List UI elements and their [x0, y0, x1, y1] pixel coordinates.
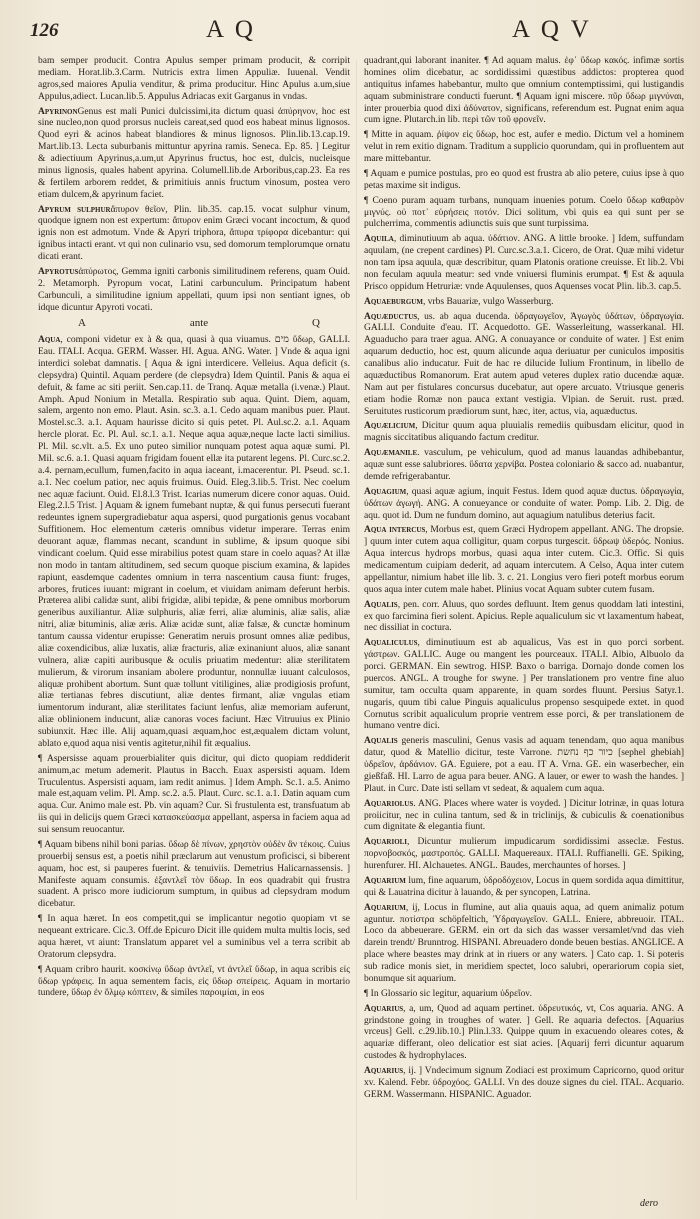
entry-text: ¶ In Glossario sic legitur, aquarium ὑδρεῖον.	[364, 988, 532, 999]
entry-text: ἄπυρον θεῖον, Plin. lib.35. cap.15. vocat sulphur vinum, quodque ignem non est expertum: ἄπυρον enim Græci vocant incoctum, & quod ignis non est admotum. Vnde & Apyri triphora, ἄπυρα τρίφορα dicebantur: qui ignibus intacti erant. vt qui non culinario vsu, sed domorum templorumque ornatu dicati erant.	[38, 204, 350, 262]
entry-text: Genus est mali Punici dulcissimi,ita dictum quasi ἀπύρηνον, hoc est sine nucleo,non quod prorsus nucleis careat,sed quod eos habeat minus lignosos. Quod eyri & acinos habeat blandiores & minus lignosos. Plin.lib.13.cap.19. Mart.lib.13. Lecta suburbanis mittuntur apyrina ramis. Seneca. Ep. 85. ] Legitur & adiectiuum Apyrinus,a.um,ut Apyrinus fructus, hoc est, dulcis, nucleisque minus lignosis, quales habent apyrina. Columell.lib.de Arboribus,cap.23. Ea res & fertilem arborem reddet, & primitiuis annis fructum vinosum, postea vero etiam dulcem,& apyrinum faciet.	[38, 106, 350, 200]
dictionary-entry	[364, 600, 684, 636]
entry-lemma: Apyrotus	[38, 266, 79, 277]
dictionary-entry	[38, 754, 350, 837]
entry-text: , a, um, Quod ad aquam pertinet. ὑδρευτικός, vt, Cos aquaria. ANG. A grindstone going in troughes of water. ] Gell. Re aquaria defectos. [Aquarius vrceus] Gell. c.29.lib.10.] Plin.l.33. Quippe quum in exacuendo oleares cotes, & aquariæ differant, oleo delicatior est siat acies. [Aquarij ferri dicuntur aquarum custodes & hydrophylaces.	[364, 1003, 684, 1062]
entry-text: , pen. corr. Aluus, quo sordes defluunt. Item genus quoddam lati intestini, ex quo farcimina fieri solent. Apicius. Reple aqualiculum sic vt laxamentum habeat, nec dissiliat in coctura.	[364, 599, 684, 634]
entry-lemma: Aquælicium	[364, 421, 416, 432]
entry-text: ¶ Aspersisse aquam prouerbialiter quis dicitur, qui dicto quopiam reddiderit animum,ac metum ademerit. Plautus in Bacch. Euax aspersisti aquam. Idem Truculentus. Aspersisti aquam, iam redit animus. ] Idem Amph. Sc.1. a.5. Animo male est,aquam velim. Pl. Amp. sc.2. a.5. Plaut. Curc. sc.1. a.1. Datin aquam cum aqua. Cur. Animo male est. Pb. vin aquam? Cur. Si frustulenta est, transfuatum ab iis qui in delicijs quem Græci κατασκεύασμα appellant, aspersa in faciem aqua ad sui sensum reuocantur.	[38, 753, 350, 835]
entry-lemma: Apyrinon	[38, 106, 78, 117]
dictionary-entry	[364, 421, 684, 445]
dictionary-entry	[364, 169, 684, 193]
footer-catchword: dero	[640, 1198, 658, 1209]
dictionary-entry	[38, 107, 350, 202]
entry-text: , diminutiuum est ab aqualicus, Vas est in quo porci sorbent. γάστρων. GALLIC. Auge ou mangent les pourceaux. ITALI. Albio, Albuolo da porci. GERMAN. Ein sewtrog. HISP. Baxo o barriga. Dornajo donde comen los puercos. ANGL. A troughe for swyne. ] Per translationem pro ventre fine aluo sumitur, tam occulta quam apparente, in quam sordes fluunt. Persius Satyr.1. nugaris, quum tibi calue Pinguis aqualiculus propenso sesquipede extet. in quod Cornutus scribit aqualiculum proprie ventrem esse porci, & per translationem de humano ventre dici.	[364, 638, 684, 732]
entry-text: bam semper producit. Contra Apulus semper primam producit, & corripit mediam. Horat.lib.3.Carm. Nutricis extra limen Appuliæ. Iuuenal. Vendit agros,sed maiores Apulia venditur, & prima producitur. Hinc Apulus a.um,siue Appulus,adiect. Lucan.lib.5. Appulus Adriacas exit Garganus in vndas.	[38, 56, 350, 102]
entry-text: ¶ Coeno puram aquam turbans, nunquam inuenies potum. Coelo ὕδωρ καθαρὸν μιγνύς. οὐ ποτ᾽ εὑρήσεις ποτόν. Dici solitum, vbi quis ea qui sunt per se pulcherrima, commentis adiunctis suis que sunt turpissima.	[364, 195, 684, 230]
dictionary-entry	[38, 840, 350, 911]
entry-lemma: Aquarium	[364, 875, 406, 886]
dictionary-entry	[364, 799, 684, 835]
catchword-center: ante	[189, 317, 209, 330]
entry-text: ¶ Aquam cribro haurit. κοσκίνῳ ὕδωρ ἀντλεῖ, vt ἀντλεῖ ὕδωρ, in aqua scribis εἰς ὕδωρ γράφεις. In aqua sementem facis, εἰς ὕδωρ σπείρεις. Aquam in mortario tundere, ὕδωρ ἐν ὅλμῳ κόπτειν, & similes παροιμίαι, in eos	[38, 964, 350, 999]
dictionary-entry	[38, 205, 350, 264]
entry-lemma: Aqualis	[364, 736, 398, 747]
entry-lemma: Aquariolus	[364, 798, 414, 809]
entry-text: ¶ In aqua hæret. In eos competit,qui se implicantur negotio quopiam vt se nequeant extricare. Cic.3. Off.de Epicuro Dicit ille quidem multa multis locis, sed aqua hæret, vt aiunt: Translatum apparet vel a suminibus vel a terra scribit ab Oratorum clepsydra.	[38, 914, 350, 960]
entry-lemma: Apyrum sulphur	[38, 204, 111, 215]
dictionary-entry	[364, 876, 684, 900]
dictionary-entry	[38, 56, 350, 104]
entry-lemma: Aquagium	[364, 486, 407, 497]
entry-text: , ij. ] Vndecimum signum Zodiaci est proximum Capricorno, quod oritur xv. Kalend. Febr. ὑδροχόος. GALLI. Vn des douze signes du ciel. ITAL. Acquario. GERM. Wassermann. HISPANIC. Aguador.	[364, 1066, 684, 1100]
dictionary-entry	[364, 638, 684, 733]
entry-lemma: Aqualiculus	[364, 638, 418, 649]
entry-lemma: Aqua	[38, 335, 61, 346]
entry-lemma: Aquarius	[364, 1003, 404, 1014]
entry-lemma: Aquila	[364, 234, 394, 245]
entry-text: , Morbus est, quem Græci Hydropem appellant. ANG. The dropsie. ] quum inter cutem aqua colligitur, quam corpus turgescit. ὕδρωψ ὑδερός. Nonius. Aqua intercus hydrops morbus, quasi aqua inter cutem. Cic.3. Offic. Si quis medicamentum cuipiam dederit, ad aquam intercutem. A Celso, Aqua inter cutem appellantur, nimium habet ille lib. 3. c. 21. Longius vero fieri poteft morbus eorum quos aqua inter cutem male habet. Plinius vocat Aquam subter cutem fusam.	[364, 525, 684, 595]
dictionary-entry	[364, 1004, 684, 1063]
dictionary-entry	[364, 196, 684, 232]
entry-text: , Dicuntur mulierum impudicarum sordidissimi asseclæ. Festus. πορνοβοσκός, μαστροπός. GALLI. Maquereaux. ITALI. Ruffianelli. GE. Spiking, hurenfurer. HI. Alchauetes. ANGL. Baudes, merchauntes of horses. ]	[364, 837, 684, 871]
entry-text: . ANG. Places where water is voyded. ] Dicitur lotrinæ, in quas lotura proiicitur, nec in culina tantum, sed & in triclinijs, & cubiculis & coenationibus cum dignitate & elegantia fiunt.	[364, 798, 684, 833]
entry-lemma: Aquarium	[364, 902, 406, 913]
entry-text: , Dicitur quum aqua pluuialis remediis quibusdam elicitur, quod in magnis siccitatibus aliquando factum creditur.	[364, 421, 684, 444]
left-entries-after	[38, 335, 350, 1000]
entry-text: ¶ Aquam e pumice postulas, pro eo quod est frustra ab alio petere, cuius ipse à quo petas maxime sit indigus.	[364, 168, 684, 191]
entry-text: ¶ Aquam bibens nihil boni parias. ὕδωρ δὲ πίνων, χρηστὸν οὐδὲν ἂν τέκοις. Cuius prouerbij sensus est, a poetis nihil præclarum aut venustum proficisci, si biberent aquam, hoc est, si pauperes fuerint. & tenuiviis. Demetrius Halicarnassensis. ] Manifeste aquam consumis. ἐξαντλεῖ τὸν ὕδωρ. In eos quadrabit qui frustra suadent. A prisco more iudiciorum sumptum, in quibus ad clepsydram modum dicebatur.	[38, 839, 350, 910]
entry-text: , vrbs Bauariæ, vulgo Wasserburg.	[422, 296, 554, 307]
catchword-left: A	[78, 317, 86, 330]
dictionary-entry	[364, 487, 684, 523]
entry-lemma: Aquarioli	[364, 837, 408, 848]
right-entries	[364, 56, 684, 1102]
catchword-right: Q	[312, 317, 320, 330]
right-column	[364, 56, 684, 1206]
dictionary-entry	[364, 56, 684, 127]
dictionary-entry	[38, 335, 350, 751]
entry-text: , diminutiuum ab aqua. ὑδάτιον. ANG. A little brooke. ] Idem, suffundam aquulam, (ne crepent cardines) Pl. Curc.sc.3.a.1. Cicero, de Orat. Quæ mihi videtur non tam ipsa aquula, quæ describitur, quam Platonis oratione creuisse. Et lib.2. Vbi non feculam aquula meatur: sed vnde vniuersi fluminis erumpat. ¶ Est & aquula Prisco oppidum Hetruriæ: vnde Aquulenses, quos Aquenses vocat Plin. lib.3. cap.5.	[364, 234, 684, 292]
dictionary-entry	[38, 914, 350, 962]
page-number: 126	[30, 20, 59, 41]
entry-lemma: Aquæductus	[364, 311, 418, 322]
dictionary-entry	[38, 267, 350, 315]
entry-text: lum, fine aquarum, ὑδροδόχειον, Locus in quem sordida aqua dimittitur, qui & Lauatrina dicitur à lauando, & per syncopen, Latrina.	[364, 875, 684, 898]
entry-text: . vasculum, pe vehiculum, quod ad manus lauandas adhibebantur, aquæ sunt esse salubriores. ὕδατα χερνίβα. Postea coloniario & sacco ad. nuabantur, demde refrigerabantur.	[364, 448, 684, 482]
dictionary-entry	[364, 837, 684, 873]
entry-lemma: Aqualis	[364, 599, 398, 610]
dictionary-entry	[364, 736, 684, 795]
entry-text: , quasi aquæ agium, inquit Festus. Idem quod aquæ ductus. ὑδραγωγία, ὑδάτων ἀγωγή. ANG. A conueyance or conduite of water. Pomp. Lib. 2. Dig. de aqu. quot id. Dum ne fundum domino, aut aquagium natulibus deterius facit.	[364, 486, 684, 521]
column-gutter	[356, 60, 357, 1200]
dictionary-entry	[364, 1066, 684, 1102]
entry-text: generis masculini, Genus vasis ad aquam tenendam, quo aqua manibus datur, quod & Matellio dicitur, teste Varrone. כיור כף נחשת [sephel ghebiah] ὑδρεῖον, ἀρδάνιον. GA. Eguiere, pot a eau. IT A. Vrna. GE. ein waserbecher, ein gießfaß. HI. Larro de agua para beuer. ANG. A lauer, or ewer to wash the handes. ] Plaut. in Curc. Date isti sellam vt sedeat, & aqualem cum aqua.	[364, 736, 684, 794]
dictionary-entry	[364, 297, 684, 309]
dictionary-entry	[38, 965, 350, 1001]
entry-lemma: Aquarius	[364, 1066, 404, 1076]
running-head-right: A Q V	[512, 16, 592, 43]
dictionary-entry	[364, 903, 684, 986]
entry-text: , us. ab aqua ducenda. ὑδραγωγεῖον, Ἀγωγὸς ὑδάτων, ὑδραγωγία. GALLI. Conduite d'eau. IT. Acquedotto. GE. Wasserleitung, wasserkanal. HI. Aguaducho para traer agua. ANG. A conuayance or conduite of water. ] Est enim aquarum deductio, hoc est, quum alicunde aqua deriuatur per cuniculos impositis canalibus alio inducatur. Fuit de hac re dilucide Iulium Frontinum, in libello de aquæductibus Romanorum. Erat autem apud veteres duplex ratio ducendæ aquæ. Nam aut per fistulares concursus ducebatur, aut opere arcuato. Vtriusque generis etiam hodie Romæ non pauca extant vestigia. Vlpian. de Seruit. rust. præd. Seruitutes rusticorum prædiorum sunt, hæc, iter, actus, via, aquæductus.	[364, 311, 684, 417]
entry-text: quadrant,qui laborant inaniter. ¶ Ad aquam malus. ἐφ᾽ ὕδωρ κακός. infimæ sortis homines olim dicebatur, ac sordidissimi quæstibus addictos: propterea quod antiquitus infames habebantur, multo que omnium contemptissimi, qui lustigandis aquam subministrare conducti fuerunt. ¶ Aquam igni miscere. πῦρ ὕδωρ μιγνύναι, inter prouerbia quod dixi ἀδύνατον, significans, referendum est. Pugnat enim aqua cum igne. Plutarch.in lib. περὶ τῶν τοῦ φρονεῖν.	[364, 56, 684, 126]
entry-lemma: Aquæmanile	[364, 448, 418, 459]
dictionary-entry	[364, 448, 684, 484]
dictionary-entry	[364, 234, 684, 293]
left-column	[38, 56, 350, 1206]
entry-text: , ij, Locus in flumine, aut alia quauis aqua, ad quem animaliz potum aguntur. ποτίστρα schöpfeltich, Ὑδραγωγεῖον. GALL. Eniere, abbreuoir. ITAL. Loco da abbeuerare. GERM. ein ort da sich das wasser versamlet/vnd das vieh darein trendt/ Brunntrog. HISPANI. Abreuadero donde beuen bestias. ANGLICE. A place where beastes may drink at in riuers or any waters. ] Cato cap. 1. Si poteris sub radice monis siet, in meridiem spectet, loco salubri, operariorum copia siet, bonumque sit aquarium.	[364, 902, 684, 984]
dictionary-entry	[364, 312, 684, 419]
section-catchwords	[78, 317, 320, 331]
entry-text: ἀπύρωτος, Gemma igniti carbonis similitudinem referens, quam Ouid. 2. Metamorph. Pyropum vocat, Latini carbunculum. Principatum habent Carbunculi, a similitudine ignium appellati, quum ipsi non sentiant ignes, ob idque dicuntur Apyroti vocati.	[38, 266, 350, 313]
dictionary-entry	[364, 989, 684, 1001]
entry-text: , componi videtur ex à & qua, quasi à qua viuamus. מים ὕδωρ, GALLI. Eau. ITALI. Acqua. GERM. Wasser. HI. Agua. ANG. Water. ] Vnde & aqua igni interdici solebat damnatis. [ Aqua & igni interdicere. Velleius. Aqua deficit (s. clepsydra) Quintil. Aquam perdere (de clepsydra) Idem Quintil. Panis & aqua ei defuit, & fame ac siti periit. Sen.cap.11. de Tranq. Aquæ metalla (i.venæ.) Plaut. Amph. Apud Nonium in Metalla. Respiratio sub aqua. Quint. Diem, aquam, salem, argento non emo. Plaut. Asin. sc.3. a.1. Cedo aquam manibus puer. Plaut. Mostel.sc.3. a.1. Aquam haurisse dicito si quis petet. Pl. Aul.sc.2. a.1. Aquam hercle plorat. Ec. Pl. Aul. sc.1. a.1. Neque aqua aquæ,neque lacte lacti similius. Pl. Mil. sc.vlt. a.5. Ex uno puteo similior nunquam potest aqua aquæ sumi. Pl. Mil. sc.6. a.1. Quasi aquam frigidam fouent ellæ ita putarent legens. Pl. Curc.sc.2. a.4. pernam,ecullum, fumen,facito in aqua iaceant, i.macerentur. Pl. Pseud. sc.1. a.1. Nec coelum patior, nec aquis fruimus. Ouid. Eleg.3.lib.5. Trist. Nec coelum nec aquæ faciunt. Ouid. El.8.l.3 Trist. Icarias numerum dicere conor aquas. Ouid. Eleg.2.l.5 Trist. ] Aquam & ignem fumebant nuptæ, & qui funus persecuti fuerant redeuntes ignem supergradiebatur aqua aspersi, quod purgationis genus vocabant Suffitionem. Hoc elementum cæteris omnibus videtur imperare. Terras enim deuorant aquæ, flammas necant, scandunt in sublime, & ipsum quoque sibi vindicant coelum. Quid esse mirabilius potest quam stare in coelo aquas? At illæ non modo in tantam altitudinem, sed secum quoque piscium examina, & lapides rapiunt, easdemque cadentes omnium in terra nascentium causa fiunt: fruges, arbores, frutices iuuant: migrant in coelum, et viuidam animam deferunt herbis. Præterea alibi calidæ sunt, alibi frigidæ, alibi tepidæ, & pene omnibus morborum generibus auxiliantur. Aliæ sulphuris, aliæ ferri, aliæ aluminis, aliæ salis, aliæ nitri, aliæ bituminis, aliæ æris. Aliæ acidæ sunt, aliæ falsæ, & cunctæ hominum tantum caussa videntur erupisse: Generatim neruis prosunt omnes aliæ pedibus, aliæ coxendicibus, aliæ luxatis, aliæ fracturis, aliæ exinaniunt aluos, aliæ sanant vulnera, aliæ capiti auribusque & oculis priuatim medentur: aliæ sterilitatem mulierum, & virorum insaniam abolere produntur, nonnullæ iuuant calculosos, aliquæ prohibent abortum. Sunt quæ tollunt vitiligines, aliæ prodigiosis profunt, aliæ tertianas febres discutiunt, aliæ dentes firmant, aliæ vngulas etiam iumentorum indurant, aliæ sterilitates faciunt lenfus, aliæ memoriam auferunt, aliæ oblinionem inducunt, aliæ canoras voces faciunt. Hæc Vitruuius ex Plinio subiunxit.	[38, 335, 350, 737]
running-head-left: A Q	[206, 16, 256, 43]
dictionary-entry	[364, 130, 684, 166]
left-entries-before	[38, 56, 350, 314]
entry-lemma: Aqua intercus	[364, 525, 426, 536]
dictionary-entry	[364, 525, 684, 596]
entry-text: ¶ Mitte in aquam. ῥίψον εἰς ὕδωρ, hoc est, aufer e medio. Dictum vel a hominem velut in rem exitio dignam. Traditum a supplicio quorundam, qui in profluentem aut mare mittebantur.	[364, 130, 684, 164]
entry-text-continued: Hæc ille. Alij aquam,quasi æquam,hoc est,æqualem dictam volunt, ablato e,quod aqua nisi ventis agitetur,nihil fit æqualius.	[38, 727, 350, 749]
entry-lemma: Aquaeburgum	[364, 296, 423, 307]
running-header	[0, 0, 700, 56]
